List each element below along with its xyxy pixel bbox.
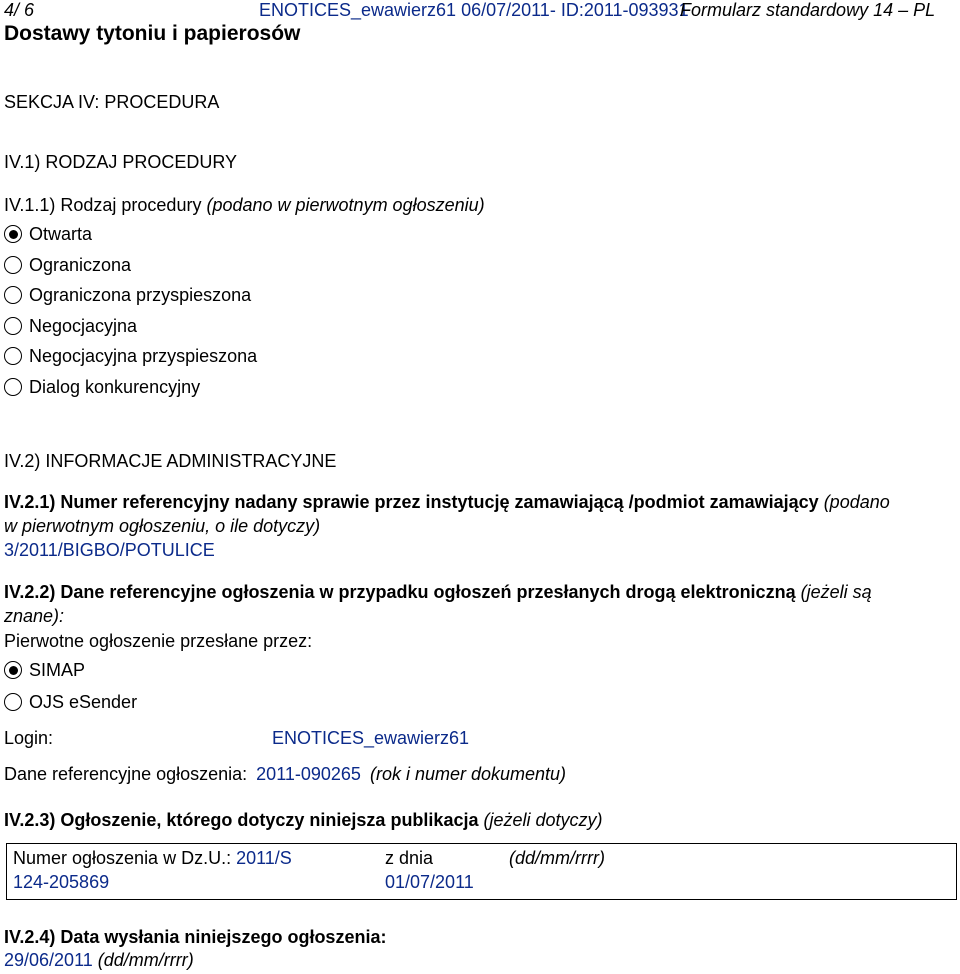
notice-ref-value: 2011-090265 [256,764,361,784]
related-notice-label: IV.2.3) Ogłoszenie, którego dotyczy niniejsza publikacja [4,810,479,830]
notice-reference: ENOTICES_ewawierz61 06/07/2011- ID:2011-093931 [259,0,689,20]
related-notice-box [6,843,957,900]
procedure-heading: IV.1) RODZAJ PROCEDURY [4,152,238,172]
procedure-option[interactable] [4,377,200,398]
procedure-type-heading [4,195,485,216]
dispatch-date-label: IV.2.4) Data wysłania niniejszego ogłoszenia: [4,927,387,947]
electronic-ref-note-a: (jeżeli są [800,582,872,602]
procedure-option[interactable] [4,285,251,306]
procedure-option[interactable] [4,255,131,276]
procedure-option[interactable] [4,224,92,245]
login-value: ENOTICES_ewawierz61 [272,728,470,748]
procedure-option-label: Ograniczona przyspieszona [29,285,252,305]
page-number: 4/ 6 [4,0,35,20]
reference-number-note-b: w pierwotnym ogłoszeniu, o ile dotyczy) [4,516,321,536]
radio-empty-icon[interactable] [4,256,22,274]
oj-number-row [13,848,292,869]
procedure-option-label: Otwarta [29,224,93,244]
procedure-type-label: IV.1.1) Rodzaj procedury [4,195,202,215]
notice-ref-note: (rok i numer dokumentu) [369,764,567,784]
login-label: Login: [4,728,54,748]
radio-empty-icon[interactable] [4,286,22,304]
radio-selected-icon[interactable] [4,661,22,679]
electronic-ref-label: IV.2.2) Dane referencyjne ogłoszenia w przypadku ogłoszeń przesłanych drogą elektroniczną [4,582,796,602]
oj-number-value-a: 2011/S [236,848,292,868]
radio-empty-icon[interactable] [4,378,22,396]
section-title: SEKCJA IV: PROCEDURA [4,92,220,112]
dispatch-date-value: 29/06/2011 [4,950,93,970]
sent-by-option[interactable] [4,692,137,713]
sent-by-option-label: SIMAP [29,660,86,680]
radio-empty-icon[interactable] [4,317,22,335]
procedure-option-label: Negocjacyjna przyspieszona [29,346,258,366]
procedure-option-label: Dialog konkurencyjny [29,376,201,397]
electronic-ref-note-b: znane): [4,606,65,626]
radio-empty-icon[interactable] [4,347,22,365]
dispatch-date-format: (dd/mm/rrrr) [97,950,194,970]
dispatch-date-row [4,950,194,971]
procedure-option-label: Negocjacyjna [29,315,138,336]
procedure-option[interactable] [4,316,137,337]
procedure-type-note: (podano w pierwotnym ogłoszeniu) [206,195,485,215]
sent-by-option[interactable] [4,660,85,681]
oj-date-label: z dnia [385,848,434,868]
procedure-option-label: Ograniczona [29,254,132,275]
form-name: Formularz standardowy 14 – PL [680,0,936,20]
sent-by-option-label: OJS eSender [29,692,138,712]
radio-empty-icon[interactable] [4,693,22,711]
oj-number-label: Numer ogłoszenia w Dz.U.: [13,848,232,868]
sent-by-label: Pierwotne ogłoszenie przesłane przez: [4,631,313,651]
admin-info-heading: IV.2) INFORMACJE ADMINISTRACYJNE [4,451,337,471]
reference-number-value: 3/2011/BIGBO/POTULICE [4,540,215,560]
notice-ref-label: Dane referencyjne ogłoszenia: [4,764,248,784]
reference-number-heading [4,492,890,513]
oj-number-value-b: 124-205869 [13,872,110,892]
procedure-option[interactable] [4,346,257,367]
oj-date-format: (dd/mm/rrrr) [509,848,605,868]
notice-ref-row [4,764,566,785]
reference-number-note-a: (podano [823,492,890,512]
oj-date-value: 01/07/2011 [385,872,474,892]
reference-number-label: IV.2.1) Numer referencyjny nadany sprawie przez instytucję zamawiającą /podmiot zamawiający [4,492,819,512]
electronic-ref-heading [4,582,872,603]
radio-selected-icon[interactable] [4,225,22,243]
related-notice-heading [4,810,603,831]
related-notice-note: (jeżeli dotyczy) [483,810,603,830]
document-title: Dostawy tytoniu i papierosów [4,22,301,45]
